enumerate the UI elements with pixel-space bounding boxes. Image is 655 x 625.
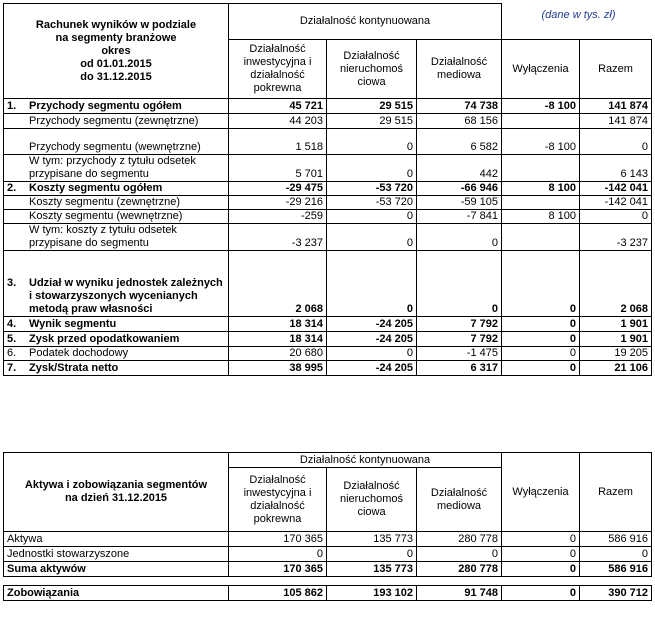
table-row <box>4 547 652 562</box>
row-label: W tym: przychody z tytułu odsetek przypisane do segmentu <box>29 155 196 180</box>
cell-investment: 0 <box>229 547 327 562</box>
row-label-wrap <box>7 318 225 331</box>
cell-total: 586 916 <box>580 532 652 547</box>
row-label: Udział w wyniku jednostek zależnych i stowarzyszonych wycenianych metodą praw własności <box>29 277 223 315</box>
row-index: 3. <box>7 277 17 289</box>
cell-real-estate: 135 773 <box>327 532 417 547</box>
row-label: Przychody segmentu ogółem <box>29 100 182 112</box>
cell-real-estate: 29 515 <box>327 99 417 114</box>
row-label-cell <box>4 155 229 182</box>
income-table-title <box>4 4 229 99</box>
cell-investment: 18 314 <box>229 317 327 332</box>
cell-real-estate: 0 <box>327 251 417 317</box>
cell-eliminations <box>502 196 580 210</box>
assets-table-title <box>4 453 229 532</box>
spacer-cell <box>502 577 580 586</box>
assets-title-line: Aktywa i zobowiązania segmentów <box>24 479 208 491</box>
segment-assets-table <box>3 452 652 601</box>
cell-media: 91 748 <box>417 586 502 601</box>
cell-total: -142 041 <box>580 182 652 196</box>
cell-eliminations: 0 <box>502 317 580 332</box>
segment-income-table <box>3 3 652 376</box>
income-title-line: do 31.12.2015 <box>80 70 152 83</box>
table-row <box>4 155 652 182</box>
cell-eliminations: 0 <box>502 251 580 317</box>
cell-total: 1 901 <box>580 332 652 347</box>
cell-real-estate: 0 <box>327 347 417 361</box>
row-label-cell <box>4 196 229 210</box>
spacer-cell <box>417 577 502 586</box>
table-row <box>4 196 652 210</box>
cell-investment: 38 995 <box>229 361 327 376</box>
cell-media: 7 792 <box>417 332 502 347</box>
col-header-eliminations-2: Wyłączenia <box>502 453 580 532</box>
table-row <box>4 361 652 376</box>
cell-total: 1 901 <box>580 317 652 332</box>
spacer-cell <box>580 577 652 586</box>
row-label-cell <box>4 347 229 361</box>
table-row <box>4 532 652 547</box>
cell-real-estate: -53 720 <box>327 196 417 210</box>
cell-real-estate: -53 720 <box>327 182 417 196</box>
row-label-cell <box>4 317 229 332</box>
cell-eliminations: -8 100 <box>502 129 580 155</box>
cell-total: 21 106 <box>580 361 652 376</box>
row-label-wrap <box>7 141 225 154</box>
row-label: Aktywa <box>4 532 229 547</box>
row-index <box>7 141 29 154</box>
cell-media: 7 792 <box>417 317 502 332</box>
cell-eliminations: 8 100 <box>502 210 580 224</box>
row-label-wrap <box>7 362 225 375</box>
cell-total: 586 916 <box>580 562 652 577</box>
table-row <box>4 114 652 129</box>
cell-media: -59 105 <box>417 196 502 210</box>
row-label-cell <box>4 114 229 129</box>
cell-investment: -29 216 <box>229 196 327 210</box>
row-label-wrap <box>7 155 225 181</box>
cell-real-estate: -24 205 <box>327 361 417 376</box>
table-row <box>4 347 652 361</box>
row-index: 7. <box>7 362 17 374</box>
row-label: Jednostki stowarzyszone <box>4 547 229 562</box>
row-index <box>7 196 29 209</box>
cell-total: -3 237 <box>580 224 652 251</box>
spacer-cell <box>327 577 417 586</box>
cell-total: 0 <box>580 129 652 155</box>
cell-total: 141 874 <box>580 99 652 114</box>
row-label: Zysk/Strata netto <box>29 362 119 374</box>
row-label-wrap <box>7 347 225 360</box>
cell-media: 280 778 <box>417 532 502 547</box>
col-header-total-2: Razem <box>580 453 652 532</box>
cell-investment: -29 475 <box>229 182 327 196</box>
cell-eliminations: 8 100 <box>502 182 580 196</box>
row-label-cell <box>4 224 229 251</box>
row-label-cell <box>4 332 229 347</box>
income-title-line: okres <box>101 44 131 57</box>
cell-media: 68 156 <box>417 114 502 129</box>
cell-investment: 1 518 <box>229 129 327 155</box>
cell-total: 390 712 <box>580 586 652 601</box>
cell-eliminations: -8 100 <box>502 99 580 114</box>
row-label-wrap <box>7 196 225 209</box>
cell-media: 0 <box>417 251 502 317</box>
row-label: Koszty segmentu ogółem <box>29 182 163 194</box>
row-label: Koszty segmentu (wewnętrzne) <box>29 210 183 222</box>
table-row <box>4 99 652 114</box>
cell-eliminations: 0 <box>502 347 580 361</box>
col-header-investment: Działalność inwestycyjna i działalność pokrewna <box>229 40 327 99</box>
row-index <box>7 224 29 250</box>
row-index <box>7 115 29 128</box>
cell-media: -1 475 <box>417 347 502 361</box>
cell-investment: 2 068 <box>229 251 327 317</box>
row-label-cell <box>4 361 229 376</box>
assets-title-line: na dzień 31.12.2015 <box>64 492 168 504</box>
income-title-line: od 01.01.2015 <box>80 57 152 70</box>
cell-real-estate: 0 <box>327 210 417 224</box>
cell-investment: -3 237 <box>229 224 327 251</box>
cell-investment: 18 314 <box>229 332 327 347</box>
row-label-cell <box>4 251 229 317</box>
cell-real-estate: 0 <box>327 155 417 182</box>
cell-real-estate: 29 515 <box>327 114 417 129</box>
cell-real-estate: 0 <box>327 224 417 251</box>
cell-investment: 170 365 <box>229 532 327 547</box>
cell-media: 0 <box>417 547 502 562</box>
col-header-real-estate-2: Działalność nieruchomoś ciowa <box>327 468 417 532</box>
cell-total: 0 <box>580 547 652 562</box>
cell-investment: 20 680 <box>229 347 327 361</box>
row-label: Zobowiązania <box>4 586 229 601</box>
row-label-wrap <box>7 115 225 128</box>
cell-real-estate: -24 205 <box>327 317 417 332</box>
row-label-wrap <box>7 333 225 346</box>
cell-media: 6 317 <box>417 361 502 376</box>
cell-media: 0 <box>417 224 502 251</box>
table-row-liabilities <box>4 586 652 601</box>
table-row <box>4 317 652 332</box>
cell-eliminations: 0 <box>502 332 580 347</box>
row-label: Zysk przed opodatkowaniem <box>29 333 180 345</box>
cell-media: 6 582 <box>417 129 502 155</box>
row-index: 5. <box>7 333 17 345</box>
cell-real-estate: -24 205 <box>327 332 417 347</box>
table-row <box>4 129 652 155</box>
row-label: Przychody segmentu (wewnętrzne) <box>29 141 201 153</box>
income-title-line: Rachunek wyników w podziale <box>35 18 197 31</box>
table-row <box>4 332 652 347</box>
cell-real-estate: 0 <box>327 547 417 562</box>
cell-investment: 105 862 <box>229 586 327 601</box>
col-header-real-estate: Działalność nieruchomoś ciowa <box>327 40 417 99</box>
cell-investment: 45 721 <box>229 99 327 114</box>
row-label: Suma aktywów <box>4 562 229 577</box>
cell-investment: -259 <box>229 210 327 224</box>
row-label: W tym: koszty z tytułu odsetek przypisane do segmentu <box>29 224 177 249</box>
cell-eliminations: 0 <box>502 586 580 601</box>
row-label: Koszty segmentu (zewnętrzne) <box>29 196 181 208</box>
cell-eliminations <box>502 114 580 129</box>
cell-total: -142 041 <box>580 196 652 210</box>
row-index <box>7 155 29 181</box>
cell-investment: 5 701 <box>229 155 327 182</box>
table-row <box>4 562 652 577</box>
row-label-cell <box>4 210 229 224</box>
spacer-cell <box>229 577 327 586</box>
cell-total: 6 143 <box>580 155 652 182</box>
cell-eliminations <box>502 155 580 182</box>
row-label-cell <box>4 99 229 114</box>
row-label-wrap <box>7 100 225 113</box>
cell-eliminations <box>502 224 580 251</box>
row-index: 1. <box>7 100 17 112</box>
cell-total: 141 874 <box>580 114 652 129</box>
cell-real-estate: 0 <box>327 129 417 155</box>
spacer-cell <box>4 577 229 586</box>
cell-eliminations: 0 <box>502 361 580 376</box>
row-label-cell <box>4 129 229 155</box>
col-header-investment-2: Działalność inwestycyjna i działalność pokrewna <box>229 468 327 532</box>
row-label: Przychody segmentu (zewnętrzne) <box>29 115 199 127</box>
unit-note-cell <box>502 4 652 40</box>
cell-total: 0 <box>580 210 652 224</box>
table-row <box>4 251 652 317</box>
table-row <box>4 210 652 224</box>
cell-media: 280 778 <box>417 562 502 577</box>
cell-total: 2 068 <box>580 251 652 317</box>
cell-eliminations: 0 <box>502 562 580 577</box>
cell-investment: 170 365 <box>229 562 327 577</box>
row-index <box>7 210 29 223</box>
spacer-row <box>4 577 652 586</box>
unit-note: (dane w tys. zł) <box>541 9 616 21</box>
cell-total: 19 205 <box>580 347 652 361</box>
cell-real-estate: 193 102 <box>327 586 417 601</box>
cell-media: -66 946 <box>417 182 502 196</box>
continued-activity-header-2: Działalność kontynuowana <box>229 453 502 468</box>
row-label: Podatek dochodowy <box>29 347 129 359</box>
income-title-line: na segmenty branżowe <box>55 31 177 44</box>
cell-investment: 44 203 <box>229 114 327 129</box>
table-row <box>4 224 652 251</box>
row-label-wrap <box>7 182 225 195</box>
col-header-total: Razem <box>580 40 652 99</box>
cell-eliminations: 0 <box>502 532 580 547</box>
row-label: Wynik segmentu <box>29 318 117 330</box>
cell-media: -7 841 <box>417 210 502 224</box>
row-index: 4. <box>7 318 17 330</box>
col-header-eliminations: Wyłączenia <box>502 40 580 99</box>
cell-media: 74 738 <box>417 99 502 114</box>
col-header-media-2: Działalność mediowa <box>417 468 502 532</box>
cell-eliminations: 0 <box>502 547 580 562</box>
row-label-wrap <box>7 210 225 223</box>
row-index: 6. <box>7 347 17 359</box>
continued-activity-header: Działalność kontynuowana <box>229 4 502 40</box>
row-label-cell <box>4 182 229 196</box>
row-index: 2. <box>7 182 17 194</box>
table-row <box>4 182 652 196</box>
row-label-wrap <box>7 277 225 316</box>
col-header-media: Działalność mediowa <box>417 40 502 99</box>
cell-media: 442 <box>417 155 502 182</box>
cell-real-estate: 135 773 <box>327 562 417 577</box>
row-label-wrap <box>7 224 225 250</box>
